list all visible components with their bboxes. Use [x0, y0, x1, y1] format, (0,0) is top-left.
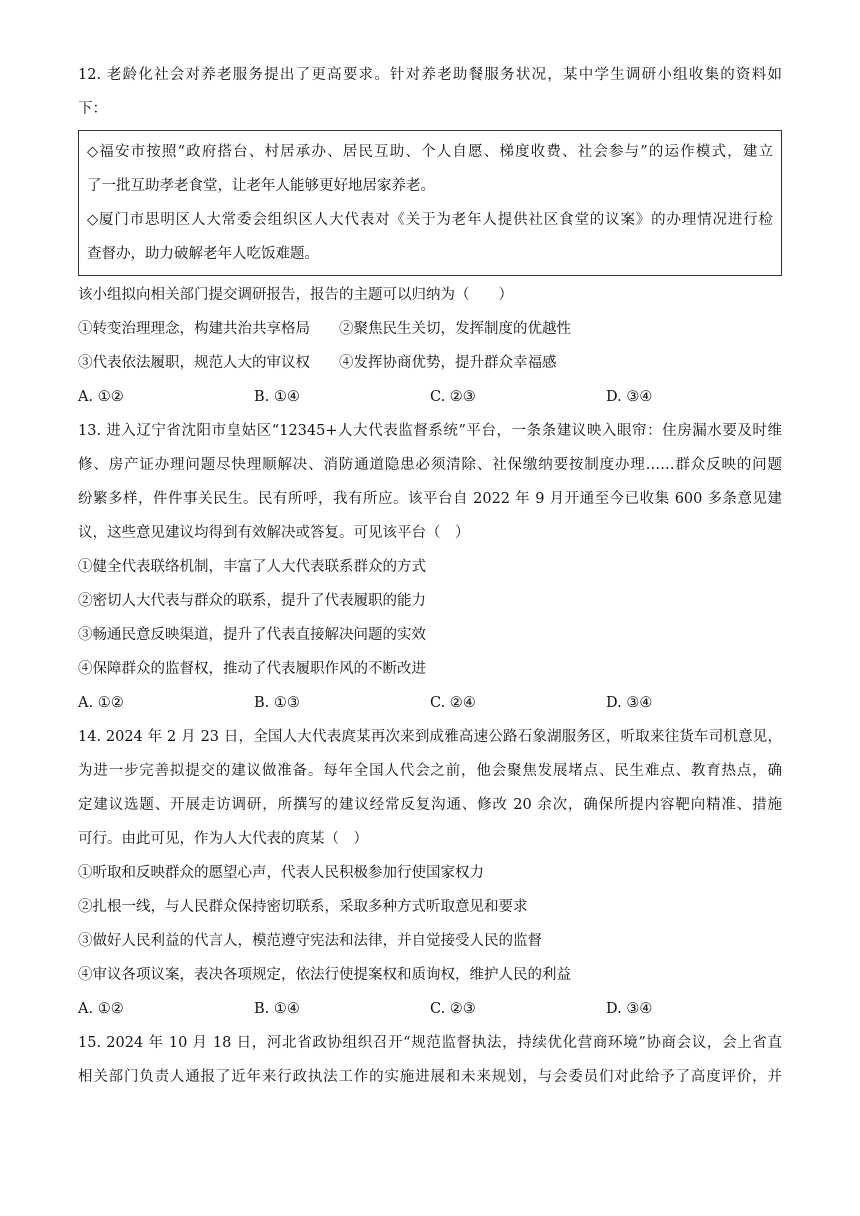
answer-options: [78, 992, 782, 1026]
statement-item: ③代表依法履职，规范人大的审议权 ④发挥协商优势，提升群众幸福感: [78, 355, 557, 371]
statement-item: ①转变治理理念，构建共治共享格局 ②聚焦民生关切，发挥制度的优越性: [78, 321, 571, 337]
statement-item: ②密切人大代表与群众的联系，提升了代表履职的能力: [78, 593, 426, 609]
question-13-text: 纷繁多样，件件事关民生。民有所呼，我有所应。该平台自 2022 年 9 月开通至今已收集 600 多条意见建: [78, 491, 782, 507]
material-line: 了一批互助孝老食堂，让老年人能够更好地居家养老。: [87, 178, 435, 194]
question-14-text: 为进一步完善拟提交的建议做准备。每年全国人代会之前，他会聚焦发展堵点、民生难点、教育热点，确: [78, 763, 782, 779]
question-13-text: 修、房产证办理问题尽快理顺解决、消防通道隐患必须清除、社保缴纳要按制度办理……群众反映的问题: [78, 457, 782, 473]
option-d: D. ③④: [606, 695, 653, 711]
option-b: B. ①③: [254, 695, 300, 711]
answer-options: [78, 380, 782, 414]
statement-item: ①健全代表联络机制，丰富了人大代表联系群众的方式: [78, 559, 426, 575]
question-15-text: 15. 2024 年 10 月 18 日，河北省政协组织召开“规范监督执法，持续优化营商环境”协商会议，会上省直: [78, 1035, 782, 1051]
statement-item: ③畅通民意反映渠道，提升了代表直接解决问题的实效: [78, 627, 426, 643]
question-14-text: 14. 2024 年 2 月 23 日，全国人大代表庹某再次来到成雅高速公路石象湖服务区，听取来往货车司机意见，: [78, 729, 782, 745]
statement-item: ③做好人民利益的代言人，模范遵守宪法和法律，并自觉接受人民的监督: [78, 933, 542, 949]
exam-page: [78, 58, 782, 1094]
question-14-text: 可行。由此可见，作为人大代表的庹某（ ）: [78, 831, 368, 847]
material-line: ◇厦门市思明区人大常委会组织区人大代表对《关于为老年人提供社区食堂的议案》的办理情况进行检: [87, 212, 773, 228]
question-14: [78, 720, 782, 1026]
question-12-stem: 该小组拟向相关部门提交调研报告，报告的主题可以归纳为（ ）: [78, 287, 513, 303]
statement-item: ④审议各项议案，表决各项规定，依法行使提案权和质询权，维护人民的利益: [78, 967, 571, 983]
statement-item: ②扎根一线，与人民群众保持密切联系，采取多种方式听取意见和要求: [78, 899, 528, 915]
question-12-text: 12. 老龄化社会对养老服务提出了更高要求。针对养老助餐服务状况，某中学生调研小组收集的资料如: [78, 67, 782, 83]
question-14-text: 定建议选题、开展走访调研，所撰写的建议经常反复沟通、修改 20 余次，确保所提内容靶向精准、措施: [78, 797, 782, 813]
option-c: C. ②③: [430, 1001, 476, 1017]
statement-item: ④保障群众的监督权，推动了代表履职作风的不断改进: [78, 661, 426, 677]
question-13-text: 13. 进入辽宁省沈阳市皇姑区“12345+人大代表监督系统”平台，一条条建议映入眼帘：住房漏水要及时维: [78, 423, 782, 439]
option-d: D. ③④: [606, 1001, 653, 1017]
material-line: 查督办，助力破解老年人吃饭难题。: [87, 246, 319, 262]
option-a: A. ①②: [78, 695, 124, 711]
material-box: [78, 130, 782, 276]
question-15-text: 相关部门负责人通报了近年来行政执法工作的实施进展和未来规划，与会委员们对此给予了高度评价，并: [78, 1069, 782, 1085]
option-c: C. ②④: [430, 695, 476, 711]
material-line: ◇福安市按照“政府搭台、村居承办、居民互助、个人自愿、梯度收费、社会参与”的运作模式，建立: [87, 144, 773, 160]
option-a: A. ①②: [78, 389, 124, 405]
question-15: [78, 1026, 782, 1094]
option-c: C. ②③: [430, 389, 476, 405]
question-13-text: 议，这些意见建议均得到有效解决或答复。可见该平台（ ）: [78, 525, 470, 541]
question-12: [78, 58, 782, 414]
option-d: D. ③④: [606, 389, 653, 405]
option-a: A. ①②: [78, 1001, 124, 1017]
question-13: [78, 414, 782, 720]
statement-item: ①听取和反映群众的愿望心声，代表人民积极参加行使国家权力: [78, 865, 484, 881]
option-b: B. ①④: [254, 389, 300, 405]
question-12-text: 下：: [78, 101, 107, 117]
option-b: B. ①④: [254, 1001, 300, 1017]
answer-options: [78, 686, 782, 720]
